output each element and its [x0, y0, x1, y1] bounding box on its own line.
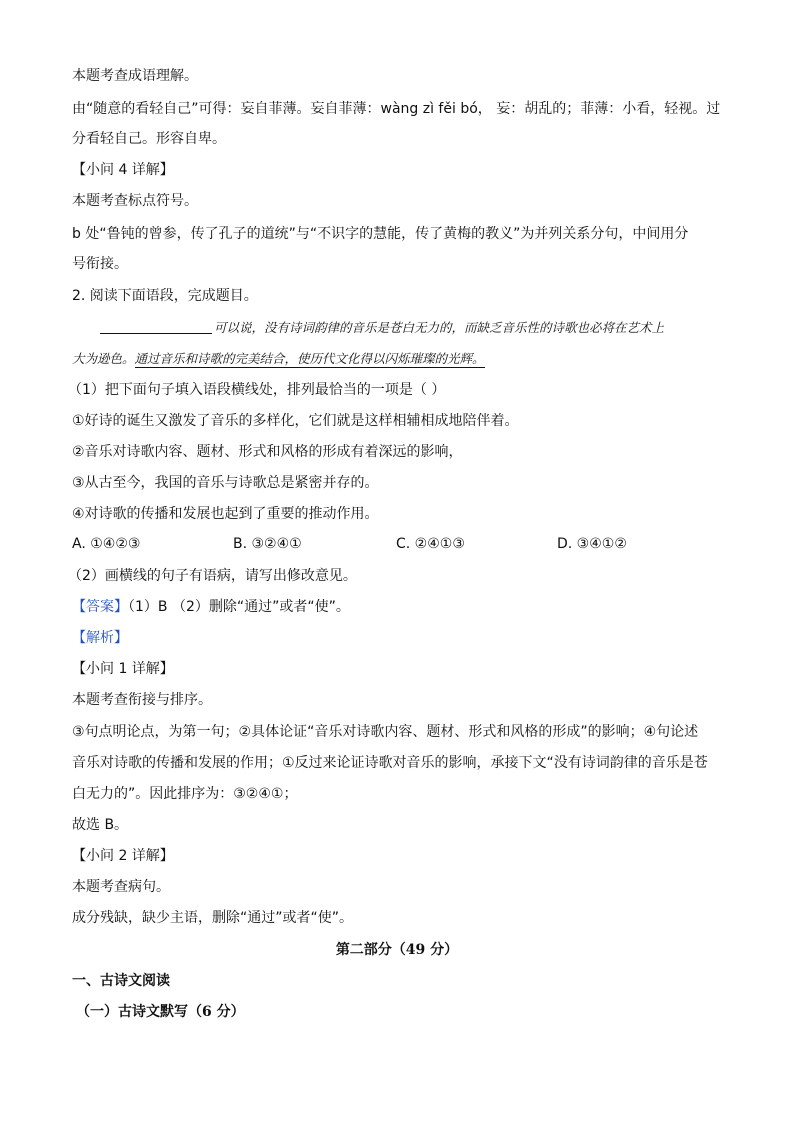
option-c: C. ②④①③: [396, 536, 465, 552]
text-line: 号衔接。: [72, 256, 128, 272]
answer-label: 【答案】: [72, 599, 128, 615]
text-line: 本题考查标点符号。: [72, 193, 198, 209]
text-line: 白无力的”。因此排序为：③②④①；: [72, 786, 298, 802]
answer-text: （1）B （2）删除“通过”或者“使”。: [128, 599, 350, 615]
text-line: 由“随意的看轻自己”可得：妄自菲薄。妄自菲薄：wàng zì fěi bó， 妄：胡乱的；菲薄：小看，轻视。过: [72, 101, 721, 117]
passage-line-2: [72, 349, 485, 369]
text-line: 本题考查衔接与排序。: [72, 692, 212, 708]
sentence-3: ③从古至今，我国的音乐与诗歌总是紧密并存的。: [72, 475, 379, 491]
text-line: 本题考查病句。: [72, 879, 170, 895]
text-line: ③句点明论点，为第一句；②具体论证“音乐对诗歌内容、题材、形式和风格的形成”的影响；④句论述: [72, 724, 699, 740]
option-b: B. ③②④①: [233, 536, 302, 552]
subquestion-heading: 【小问 1 详解】: [72, 661, 174, 677]
question-heading: 2. 阅读下面语段，完成题目。: [72, 288, 258, 304]
section-heading: 一、古诗文阅读: [72, 973, 170, 989]
sentence-2: ②音乐对诗歌内容、题材、形式和风格的形成有着深远的影响，: [72, 444, 463, 460]
text-line: 音乐对诗歌的传播和发展的作用；①反过来论证诗歌对音乐的影响，承接下文“没有诗词韵律的音乐是苍: [72, 755, 708, 771]
sentence-4: ④对诗歌的传播和发展也起到了重要的推动作用。: [72, 506, 379, 522]
answer-line: [72, 597, 350, 617]
text-line: 本题考查成语理解。: [72, 68, 198, 84]
subquestion-heading: 【小问 4 详解】: [72, 162, 174, 178]
subsection-heading: （一）古诗文默写（6 分）: [76, 1004, 245, 1020]
underlined-sentence: 通过音乐和诗歌的完美结合，使历代文化得以闪烁璀璨的光辉。: [134, 351, 485, 366]
sentence-1: ①好诗的诞生又激发了音乐的多样化，它们就是这样相辅相成地陪伴着。: [72, 413, 519, 429]
subquestion-heading: 【小问 2 详解】: [72, 848, 174, 864]
question-1-stem: （1）把下面句子填入语段横线处，排列最恰当的一项是（ ）: [68, 382, 446, 398]
text-line: b 处“鲁钝的曾参，传了孔子的道统”与“不识字的慧能，传了黄梅的教义”为并列关系分句，中间用分: [72, 226, 689, 242]
part-title: 第二部分（49 分）: [335, 942, 459, 958]
text-line: 故选 B。: [72, 817, 129, 833]
analysis-label: 【解析】: [72, 630, 128, 646]
fill-in-blank: [100, 319, 212, 334]
question-2-stem: （2）画横线的句子有语病，请写出修改意见。: [68, 568, 357, 584]
passage-line-1: [100, 318, 664, 338]
text-line: 分看轻自己。形容自卑。: [72, 131, 226, 147]
passage-text: 可以说，没有诗词韵律的音乐是苍白无力的，而缺乏音乐性的诗歌也必将在艺术上: [214, 320, 665, 335]
text-line: 成分残缺，缺少主语，删除“通过”或者“使”。: [72, 910, 354, 926]
passage-text: 大为逊色。: [72, 351, 135, 366]
option-a: A. ①④②③: [72, 536, 141, 552]
option-d: D. ③④①②: [557, 536, 627, 552]
